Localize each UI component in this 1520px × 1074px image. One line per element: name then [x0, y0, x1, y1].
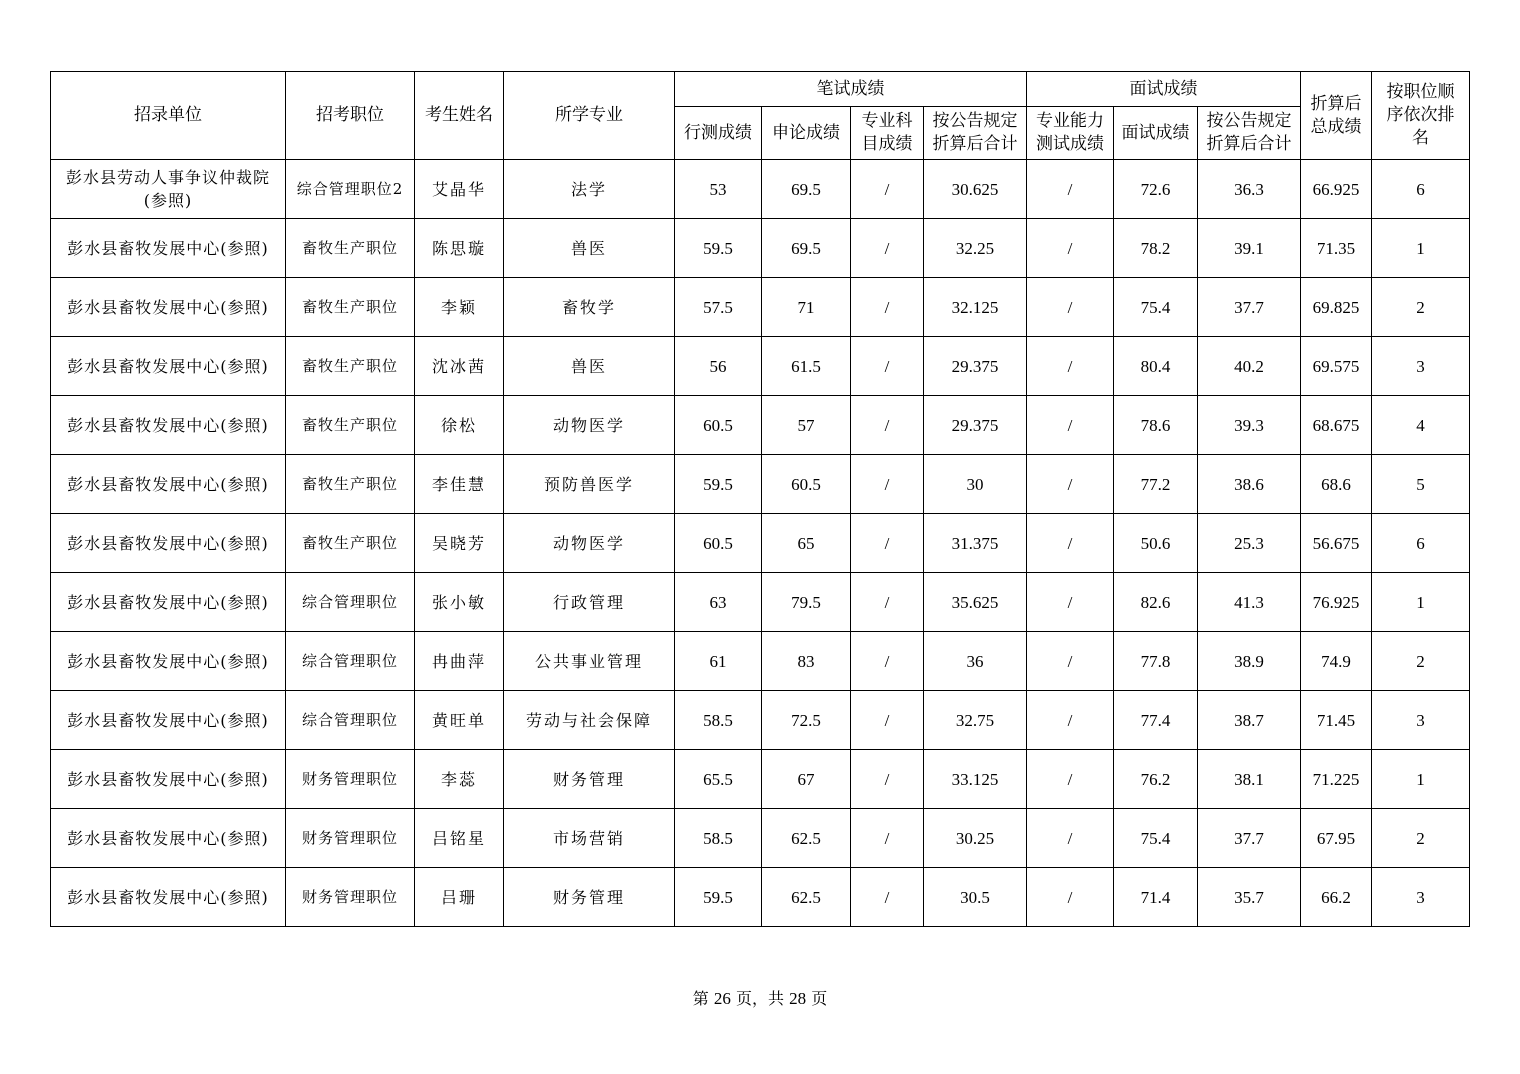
- header-rank: 按职位顺序依次排名: [1372, 72, 1470, 160]
- ability-cell: /: [1027, 337, 1114, 396]
- position-cell: 畜牧生产职位: [286, 455, 415, 514]
- written-total-cell: 30.25: [924, 809, 1027, 868]
- table-row: [51, 514, 1470, 573]
- xingce-cell: 59.5: [675, 219, 762, 278]
- unit-cell: 彭水县畜牧发展中心(参照): [51, 691, 286, 750]
- rank-cell: 6: [1372, 514, 1470, 573]
- professional-cell: /: [851, 396, 924, 455]
- total-cell: 71.35: [1301, 219, 1372, 278]
- shenlun-cell: 69.5: [762, 219, 851, 278]
- table-row: [51, 573, 1470, 632]
- xingce-cell: 56: [675, 337, 762, 396]
- shenlun-cell: 71: [762, 278, 851, 337]
- ability-cell: /: [1027, 573, 1114, 632]
- major-cell: 财务管理: [504, 750, 675, 809]
- name-cell: 沈冰茜: [415, 337, 504, 396]
- xingce-cell: 53: [675, 160, 762, 219]
- position-cell: 财务管理职位: [286, 750, 415, 809]
- footer-current-page: 26: [713, 989, 731, 1008]
- ability-cell: /: [1027, 396, 1114, 455]
- header-total-converted: 折算后总成绩: [1301, 72, 1372, 160]
- unit-cell: 彭水县畜牧发展中心(参照): [51, 868, 286, 927]
- interview-cell: 78.2: [1114, 219, 1198, 278]
- interview-total-cell: 37.7: [1198, 809, 1301, 868]
- written-total-cell: 29.375: [924, 337, 1027, 396]
- interview-total-cell: 36.3: [1198, 160, 1301, 219]
- table-row: [51, 632, 1470, 691]
- unit-cell: 彭水县畜牧发展中心(参照): [51, 514, 286, 573]
- shenlun-cell: 62.5: [762, 868, 851, 927]
- interview-total-cell: 35.7: [1198, 868, 1301, 927]
- header-professional-subject: 专业科目成绩: [851, 107, 924, 160]
- name-cell: 吴晓芳: [415, 514, 504, 573]
- total-cell: 69.825: [1301, 278, 1372, 337]
- interview-cell: 77.4: [1114, 691, 1198, 750]
- interview-cell: 50.6: [1114, 514, 1198, 573]
- ability-cell: /: [1027, 868, 1114, 927]
- name-cell: 黄旺单: [415, 691, 504, 750]
- table-row: [51, 337, 1470, 396]
- unit-cell: 彭水县畜牧发展中心(参照): [51, 278, 286, 337]
- rank-cell: 2: [1372, 632, 1470, 691]
- rank-cell: 6: [1372, 160, 1470, 219]
- professional-cell: /: [851, 160, 924, 219]
- unit-cell: 彭水县畜牧发展中心(参照): [51, 750, 286, 809]
- interview-total-cell: 38.1: [1198, 750, 1301, 809]
- table-row: [51, 278, 1470, 337]
- shenlun-cell: 62.5: [762, 809, 851, 868]
- professional-cell: /: [851, 632, 924, 691]
- xingce-cell: 58.5: [675, 809, 762, 868]
- interview-total-cell: 37.7: [1198, 278, 1301, 337]
- name-cell: 冉曲萍: [415, 632, 504, 691]
- table-body: [51, 160, 1470, 927]
- footer-suffix: 页: [811, 989, 828, 1008]
- professional-cell: /: [851, 278, 924, 337]
- written-total-cell: 33.125: [924, 750, 1027, 809]
- written-total-cell: 30.5: [924, 868, 1027, 927]
- major-cell: 劳动与社会保障: [504, 691, 675, 750]
- rank-cell: 2: [1372, 809, 1470, 868]
- professional-cell: /: [851, 809, 924, 868]
- rank-cell: 2: [1372, 278, 1470, 337]
- professional-cell: /: [851, 337, 924, 396]
- xingce-cell: 59.5: [675, 868, 762, 927]
- name-cell: 张小敏: [415, 573, 504, 632]
- interview-cell: 82.6: [1114, 573, 1198, 632]
- position-cell: 财务管理职位: [286, 868, 415, 927]
- major-cell: 法学: [504, 160, 675, 219]
- header-position: 招考职位: [286, 72, 415, 160]
- header-row-top: [51, 72, 1470, 107]
- total-cell: 68.675: [1301, 396, 1372, 455]
- position-cell: 畜牧生产职位: [286, 278, 415, 337]
- professional-cell: /: [851, 750, 924, 809]
- shenlun-cell: 65: [762, 514, 851, 573]
- header-xingce: 行测成绩: [675, 107, 762, 160]
- interview-total-cell: 39.3: [1198, 396, 1301, 455]
- table-row: [51, 219, 1470, 278]
- written-total-cell: 32.125: [924, 278, 1027, 337]
- total-cell: 69.575: [1301, 337, 1372, 396]
- interview-cell: 72.6: [1114, 160, 1198, 219]
- header-ability-test: 专业能力测试成绩: [1027, 107, 1114, 160]
- professional-cell: /: [851, 455, 924, 514]
- rank-cell: 1: [1372, 219, 1470, 278]
- interview-cell: 75.4: [1114, 809, 1198, 868]
- xingce-cell: 65.5: [675, 750, 762, 809]
- unit-cell: 彭水县畜牧发展中心(参照): [51, 219, 286, 278]
- shenlun-cell: 83: [762, 632, 851, 691]
- interview-total-cell: 38.6: [1198, 455, 1301, 514]
- ability-cell: /: [1027, 160, 1114, 219]
- interview-total-cell: 38.7: [1198, 691, 1301, 750]
- position-cell: 畜牧生产职位: [286, 396, 415, 455]
- ability-cell: /: [1027, 750, 1114, 809]
- total-cell: 66.925: [1301, 160, 1372, 219]
- name-cell: 李佳慧: [415, 455, 504, 514]
- position-cell: 畜牧生产职位: [286, 514, 415, 573]
- total-cell: 71.225: [1301, 750, 1372, 809]
- position-cell: 综合管理职位: [286, 632, 415, 691]
- unit-cell: 彭水县畜牧发展中心(参照): [51, 809, 286, 868]
- ability-cell: /: [1027, 691, 1114, 750]
- header-unit: 招录单位: [51, 72, 286, 160]
- unit-cell: 彭水县畜牧发展中心(参照): [51, 337, 286, 396]
- ability-cell: /: [1027, 278, 1114, 337]
- ability-cell: /: [1027, 455, 1114, 514]
- shenlun-cell: 67: [762, 750, 851, 809]
- total-cell: 71.45: [1301, 691, 1372, 750]
- xingce-cell: 58.5: [675, 691, 762, 750]
- header-major: 所学专业: [504, 72, 675, 160]
- ability-cell: /: [1027, 219, 1114, 278]
- table-row: [51, 868, 1470, 927]
- name-cell: 李颖: [415, 278, 504, 337]
- interview-cell: 75.4: [1114, 278, 1198, 337]
- interview-cell: 77.8: [1114, 632, 1198, 691]
- header-shenlun: 申论成绩: [762, 107, 851, 160]
- header-interview-score: 面试成绩: [1114, 107, 1198, 160]
- table-row: [51, 160, 1470, 219]
- professional-cell: /: [851, 691, 924, 750]
- professional-cell: /: [851, 573, 924, 632]
- written-total-cell: 32.75: [924, 691, 1027, 750]
- score-table: [50, 71, 1470, 927]
- name-cell: 陈思璇: [415, 219, 504, 278]
- footer-total-pages: 28: [789, 989, 807, 1008]
- ability-cell: /: [1027, 514, 1114, 573]
- interview-total-cell: 25.3: [1198, 514, 1301, 573]
- position-cell: 畜牧生产职位: [286, 337, 415, 396]
- major-cell: 兽医: [504, 219, 675, 278]
- major-cell: 畜牧学: [504, 278, 675, 337]
- shenlun-cell: 69.5: [762, 160, 851, 219]
- position-cell: 综合管理职位: [286, 691, 415, 750]
- unit-cell: 彭水县畜牧发展中心(参照): [51, 396, 286, 455]
- written-total-cell: 35.625: [924, 573, 1027, 632]
- interview-cell: 80.4: [1114, 337, 1198, 396]
- xingce-cell: 63: [675, 573, 762, 632]
- total-cell: 56.675: [1301, 514, 1372, 573]
- name-cell: 徐松: [415, 396, 504, 455]
- total-cell: 66.2: [1301, 868, 1372, 927]
- table-row: [51, 396, 1470, 455]
- interview-cell: 76.2: [1114, 750, 1198, 809]
- table-row: [51, 455, 1470, 514]
- unit-cell: 彭水县劳动人事争议仲裁院(参照): [51, 160, 286, 219]
- name-cell: 吕珊: [415, 868, 504, 927]
- interview-total-cell: 38.9: [1198, 632, 1301, 691]
- shenlun-cell: 79.5: [762, 573, 851, 632]
- position-cell: 综合管理职位: [286, 573, 415, 632]
- major-cell: 动物医学: [504, 514, 675, 573]
- written-total-cell: 30.625: [924, 160, 1027, 219]
- position-cell: 综合管理职位2: [286, 160, 415, 219]
- unit-cell: 彭水县畜牧发展中心(参照): [51, 632, 286, 691]
- shenlun-cell: 72.5: [762, 691, 851, 750]
- interview-cell: 71.4: [1114, 868, 1198, 927]
- total-cell: 68.6: [1301, 455, 1372, 514]
- major-cell: 市场营销: [504, 809, 675, 868]
- xingce-cell: 59.5: [675, 455, 762, 514]
- interview-cell: 77.2: [1114, 455, 1198, 514]
- header-interview-converted: 按公告规定折算后合计: [1198, 107, 1301, 160]
- written-total-cell: 36: [924, 632, 1027, 691]
- shenlun-cell: 57: [762, 396, 851, 455]
- professional-cell: /: [851, 514, 924, 573]
- major-cell: 预防兽医学: [504, 455, 675, 514]
- major-cell: 动物医学: [504, 396, 675, 455]
- rank-cell: 4: [1372, 396, 1470, 455]
- interview-total-cell: 39.1: [1198, 219, 1301, 278]
- table-row: [51, 809, 1470, 868]
- name-cell: 李蕊: [415, 750, 504, 809]
- unit-cell: 彭水县畜牧发展中心(参照): [51, 573, 286, 632]
- rank-cell: 1: [1372, 750, 1470, 809]
- ability-cell: /: [1027, 809, 1114, 868]
- header-written-group: 笔试成绩: [675, 72, 1027, 107]
- rank-cell: 3: [1372, 691, 1470, 750]
- professional-cell: /: [851, 219, 924, 278]
- total-cell: 67.95: [1301, 809, 1372, 868]
- shenlun-cell: 61.5: [762, 337, 851, 396]
- professional-cell: /: [851, 868, 924, 927]
- written-total-cell: 32.25: [924, 219, 1027, 278]
- written-total-cell: 30: [924, 455, 1027, 514]
- xingce-cell: 57.5: [675, 278, 762, 337]
- page-footer: [0, 986, 1520, 1009]
- interview-total-cell: 40.2: [1198, 337, 1301, 396]
- header-interview-group: 面试成绩: [1027, 72, 1301, 107]
- rank-cell: 5: [1372, 455, 1470, 514]
- interview-total-cell: 41.3: [1198, 573, 1301, 632]
- header-name: 考生姓名: [415, 72, 504, 160]
- footer-prefix: 第: [692, 989, 709, 1008]
- rank-cell: 3: [1372, 337, 1470, 396]
- header-written-converted: 按公告规定折算后合计: [924, 107, 1027, 160]
- written-total-cell: 31.375: [924, 514, 1027, 573]
- ability-cell: /: [1027, 632, 1114, 691]
- name-cell: 艾晶华: [415, 160, 504, 219]
- major-cell: 公共事业管理: [504, 632, 675, 691]
- total-cell: 74.9: [1301, 632, 1372, 691]
- major-cell: 行政管理: [504, 573, 675, 632]
- table-row: [51, 750, 1470, 809]
- rank-cell: 1: [1372, 573, 1470, 632]
- unit-cell: 彭水县畜牧发展中心(参照): [51, 455, 286, 514]
- table-row: [51, 691, 1470, 750]
- total-cell: 76.925: [1301, 573, 1372, 632]
- footer-middle: 页，共: [735, 989, 784, 1008]
- written-total-cell: 29.375: [924, 396, 1027, 455]
- position-cell: 财务管理职位: [286, 809, 415, 868]
- xingce-cell: 61: [675, 632, 762, 691]
- xingce-cell: 60.5: [675, 514, 762, 573]
- shenlun-cell: 60.5: [762, 455, 851, 514]
- position-cell: 畜牧生产职位: [286, 219, 415, 278]
- xingce-cell: 60.5: [675, 396, 762, 455]
- major-cell: 财务管理: [504, 868, 675, 927]
- major-cell: 兽医: [504, 337, 675, 396]
- name-cell: 吕铭星: [415, 809, 504, 868]
- rank-cell: 3: [1372, 868, 1470, 927]
- interview-cell: 78.6: [1114, 396, 1198, 455]
